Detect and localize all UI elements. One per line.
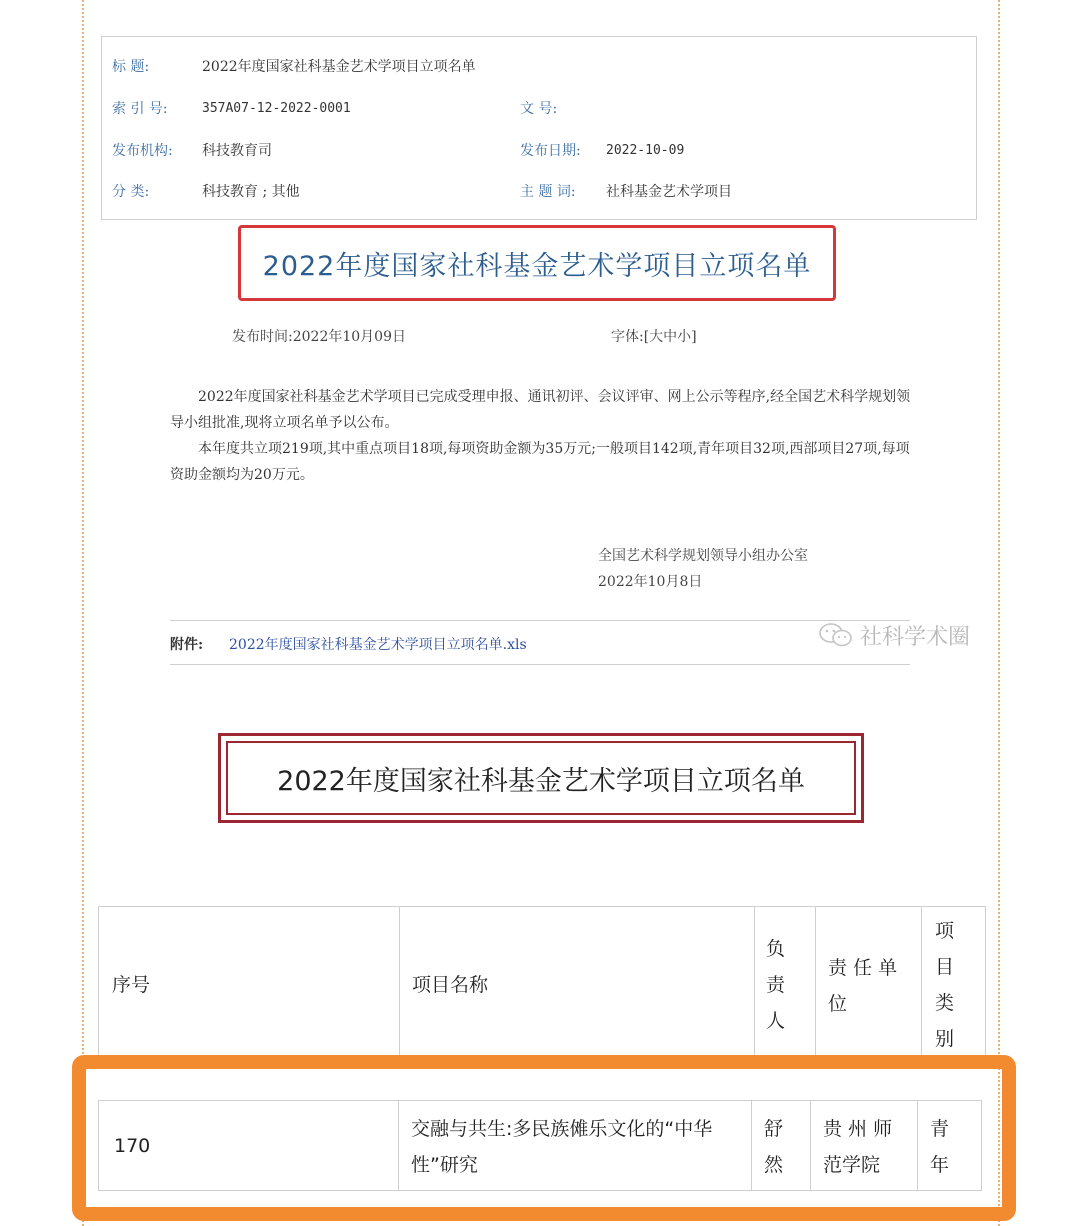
row-divider-3 [810,1100,811,1190]
watermark-text: 社科学术圈 [860,624,971,650]
row-divider-2 [751,1100,752,1190]
meta-subject-label: 主 题 词: [520,184,576,200]
header-type: 项 目 类 别 [935,920,955,1050]
table-top-border [98,906,986,907]
row-seq: 170 [114,1135,151,1157]
row-left-border [98,1100,99,1190]
row-divider-4 [917,1100,918,1190]
row-leader: 舒 然 [764,1118,784,1176]
attachment-label: 附件: [170,637,204,653]
meta-docno-label: 文 号: [520,101,558,117]
col-divider-4 [921,906,922,1056]
publish-time: 发布时间:2022年10月09日 [232,329,406,345]
row-unit: 贵 州 师 范学院 [823,1118,893,1176]
table-right-border [985,906,986,1056]
row-bottom-border [98,1190,982,1191]
row-top-border [98,1100,982,1101]
paragraph-1: 2022年度国家社科基金艺术学项目已完成受理申报、通讯初评、会议评审、网上公示等程序,经全国艺术科学规划领导小组批准,现将立项名单予以公布。 [170,389,911,431]
meta-date-label: 发布日期: [520,143,581,159]
headline-title: 2022年度国家社科基金艺术学项目立项名单 [262,250,812,282]
meta-title-value: 2022年度国家社科基金艺术学项目立项名单 [202,59,476,75]
meta-index-label: 索 引 号: [112,101,168,117]
header-leader: 负 责 人 [766,938,786,1032]
col-divider-1 [399,906,400,1056]
attachment-link[interactable]: 2022年度国家社科基金艺术学项目立项名单.xls [229,637,527,653]
meta-subject-value: 社科基金艺术学项目 [606,184,732,200]
paragraph-2: 本年度共立项219项,其中重点项目18项,每项资助金额为35万元;一般项目142项,青年项目32项,西部项目27项,每项资助金额均为20万元。 [170,441,910,483]
row-divider-1 [398,1100,399,1190]
meta-date-value: 2022-10-09 [606,143,685,158]
signature-org: 全国艺术科学规划领导小组办公室 [598,548,808,564]
meta-category-label: 分 类: [112,184,150,200]
header-unit: 责 任 单 位 [828,957,898,1015]
col-divider-3 [815,906,816,1056]
row-right-border [981,1100,982,1190]
meta-index-value: 357A07-12-2022-0001 [202,101,351,116]
header-name: 项目名称 [412,974,489,996]
meta-title-label: 标 题: [112,59,150,75]
meta-publisher-label: 发布机构: [112,143,173,159]
row-project-name: 交融与共生:多民族傩乐文化的“中华性”研究 [411,1118,713,1176]
font-size-control[interactable]: 字体:[大中小] [611,329,697,345]
header-seq: 序号 [112,974,151,996]
signature-date: 2022年10月8日 [598,574,703,590]
list-banner-title: 2022年度国家社科基金艺术学项目立项名单 [277,765,805,797]
row-type: 青 年 [930,1118,950,1176]
meta-publisher-value: 科技教育司 [202,143,272,159]
meta-category-value: 科技教育 ; 其他 [202,184,300,200]
table-left-border [98,906,99,1056]
col-divider-2 [754,906,755,1056]
